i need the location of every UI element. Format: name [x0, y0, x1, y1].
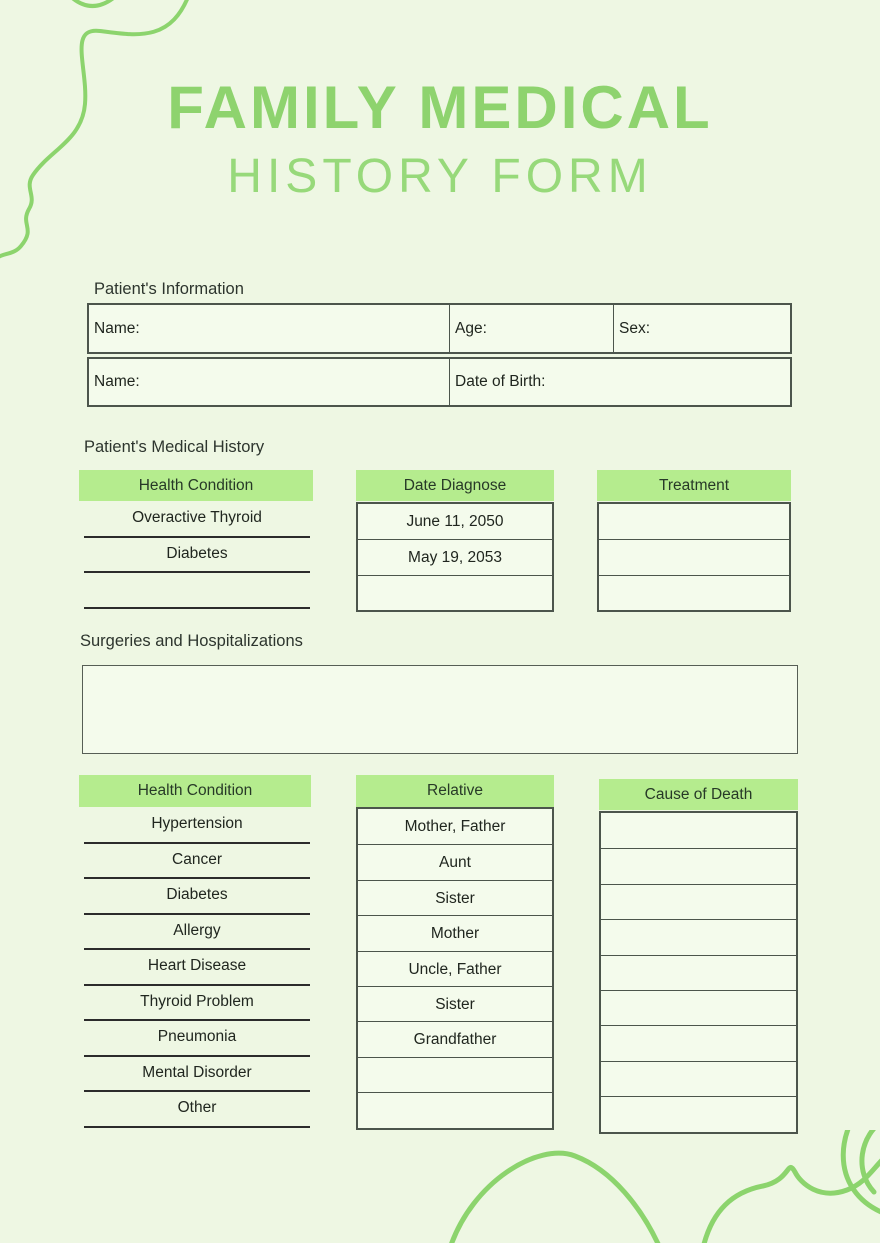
- condition-row[interactable]: [84, 573, 310, 609]
- column-header-date-diagnose: Date Diagnose: [356, 470, 554, 501]
- condition-row[interactable]: Diabetes: [84, 879, 310, 915]
- cause-of-death-table: [599, 811, 798, 1134]
- cause-of-death-cell[interactable]: [601, 1025, 796, 1060]
- relative-cell[interactable]: [358, 1057, 552, 1092]
- column-header-family-health-condition: Health Condition: [79, 775, 311, 807]
- condition-row[interactable]: Mental Disorder: [84, 1057, 310, 1093]
- treatment-cell[interactable]: [599, 575, 789, 610]
- condition-row[interactable]: Thyroid Problem: [84, 986, 310, 1022]
- cause-of-death-cell[interactable]: [601, 955, 796, 990]
- surgeries-input-box[interactable]: [82, 665, 798, 754]
- cause-of-death-cell[interactable]: [601, 990, 796, 1025]
- relative-cell[interactable]: [358, 1092, 552, 1127]
- patient-info-row-1: [87, 303, 792, 354]
- condition-row[interactable]: Cancer: [84, 844, 310, 880]
- patient-dob-field[interactable]: [449, 359, 790, 405]
- relative-cell[interactable]: Aunt: [358, 844, 552, 879]
- form-header: [0, 76, 880, 201]
- relative-table: [356, 807, 554, 1130]
- medical-history-conditions: [84, 502, 310, 609]
- relative-cell[interactable]: Uncle, Father: [358, 951, 552, 986]
- cause-of-death-cell[interactable]: [601, 1096, 796, 1131]
- decorative-squiggle-bottom-right: [400, 1130, 880, 1243]
- date-diagnose-cell[interactable]: June 11, 2050: [406, 513, 504, 530]
- section-title-patient-information: Patient's Information: [94, 280, 244, 298]
- name-label: Name:: [94, 319, 140, 337]
- column-header-cause-of-death: Cause of Death: [599, 779, 798, 810]
- relative-cell[interactable]: Sister: [358, 986, 552, 1021]
- treatment-table: [597, 502, 791, 612]
- cause-of-death-cell[interactable]: [601, 1061, 796, 1096]
- relative-cell[interactable]: Mother, Father: [404, 818, 506, 835]
- age-label: Age:: [455, 319, 487, 337]
- column-header-relative: Relative: [356, 775, 554, 807]
- condition-row[interactable]: Allergy: [84, 915, 310, 951]
- condition-row[interactable]: Other: [84, 1092, 310, 1128]
- relative-cell[interactable]: Sister: [358, 880, 552, 915]
- date-of-birth-label: Date of Birth:: [455, 373, 546, 390]
- patient-name2-field[interactable]: [89, 359, 449, 405]
- date-diagnose-cell[interactable]: [358, 575, 552, 610]
- section-title-surgeries: Surgeries and Hospitalizations: [80, 632, 303, 650]
- patient-info-row-2: [87, 357, 792, 407]
- section-title-medical-history: Patient's Medical History: [84, 438, 265, 456]
- patient-sex-field[interactable]: [613, 305, 790, 352]
- condition-row[interactable]: Overactive Thyroid: [84, 502, 310, 538]
- family-history-conditions: [84, 808, 310, 1128]
- cause-of-death-cell[interactable]: [601, 813, 796, 848]
- form-subtitle: HISTORY FORM: [227, 150, 653, 203]
- sex-label: Sex:: [619, 319, 651, 337]
- treatment-cell[interactable]: [599, 539, 789, 574]
- condition-row[interactable]: Heart Disease: [84, 950, 310, 986]
- condition-row[interactable]: Hypertension: [84, 808, 310, 844]
- date-diagnose-table: [356, 502, 554, 612]
- cause-of-death-cell[interactable]: [601, 919, 796, 954]
- date-diagnose-cell[interactable]: May 19, 2053: [358, 539, 552, 574]
- patient-age-field[interactable]: [449, 305, 613, 352]
- treatment-cell[interactable]: [599, 504, 789, 539]
- relative-cell[interactable]: Mother: [358, 915, 552, 950]
- cause-of-death-cell[interactable]: [601, 848, 796, 883]
- condition-row[interactable]: Pneumonia: [84, 1021, 310, 1057]
- condition-row[interactable]: Diabetes: [84, 538, 310, 574]
- relative-cell[interactable]: Grandfather: [358, 1021, 552, 1056]
- form-title: FAMILY MEDICAL: [167, 74, 713, 141]
- patient-name-field[interactable]: [89, 305, 449, 352]
- column-header-health-condition: Health Condition: [79, 470, 313, 501]
- name-label: Name:: [94, 373, 140, 390]
- column-header-treatment: Treatment: [597, 470, 791, 501]
- cause-of-death-cell[interactable]: [601, 884, 796, 919]
